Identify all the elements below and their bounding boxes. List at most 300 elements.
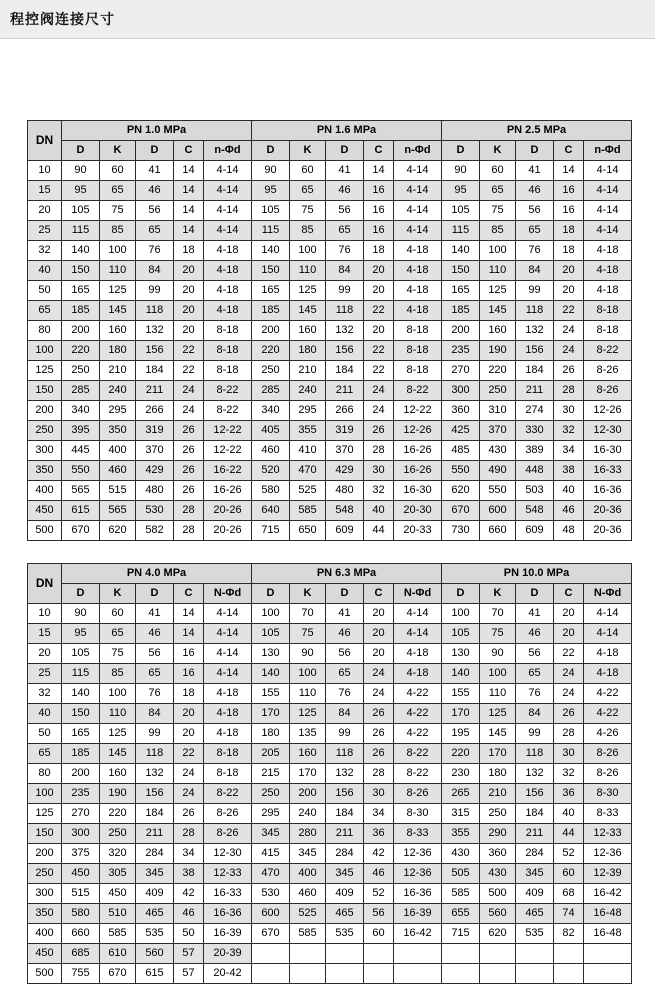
header-sub-d: D (62, 141, 100, 161)
cell-value: 190 (100, 784, 136, 804)
header-sub-k: K (100, 584, 136, 604)
cell-value: 105 (62, 201, 100, 221)
cell-value: 4-14 (584, 604, 632, 624)
cell-value: 156 (326, 341, 364, 361)
cell-value: 4-14 (204, 201, 252, 221)
cell-value: 460 (252, 441, 290, 461)
cell-value: 38 (174, 864, 204, 884)
cell-value: 60 (100, 161, 136, 181)
cell-value: 14 (174, 624, 204, 644)
cell-dn: 20 (28, 201, 62, 221)
cell-value: 14 (174, 161, 204, 181)
cell-value: 75 (100, 201, 136, 221)
cell-value: 18 (174, 241, 204, 261)
header-sub-c: C (174, 584, 204, 604)
cell-value: 330 (516, 421, 554, 441)
cell-value: 240 (100, 381, 136, 401)
cell-value: 660 (480, 521, 516, 541)
header-sub-nd: n-Φd (204, 141, 252, 161)
cell-value: 16-33 (204, 884, 252, 904)
cell-value: 20-36 (584, 501, 632, 521)
cell-dn: 10 (28, 604, 62, 624)
cell-value: 16 (364, 201, 394, 221)
cell-value: 110 (100, 704, 136, 724)
cell-value: 445 (62, 441, 100, 461)
cell-value: 410 (290, 441, 326, 461)
cell-value: 370 (480, 421, 516, 441)
table-row (28, 624, 632, 644)
cell-value: 185 (252, 301, 290, 321)
header-group-pn63: PN 6.3 MPa (252, 564, 442, 584)
cell-value: 515 (100, 481, 136, 501)
cell-value: 99 (516, 281, 554, 301)
cell-value: 75 (480, 624, 516, 644)
cell-value: 16-22 (204, 461, 252, 481)
cell-value: 670 (100, 964, 136, 984)
cell-value: 20-33 (394, 521, 442, 541)
cell-value: 20 (554, 261, 584, 281)
header-sub-d2: D (326, 584, 364, 604)
cell-value: 16 (174, 644, 204, 664)
cell-value (290, 944, 326, 964)
header-sub-d2: D (136, 584, 174, 604)
cell-value: 16-48 (584, 904, 632, 924)
table-row (28, 744, 632, 764)
header-row-groups (28, 121, 632, 141)
cell-value: 211 (136, 824, 174, 844)
cell-value: 75 (100, 644, 136, 664)
cell-value: 345 (290, 844, 326, 864)
cell-value (516, 944, 554, 964)
cell-value: 16 (174, 664, 204, 684)
cell-value: 74 (554, 904, 584, 924)
cell-value: 370 (136, 441, 174, 461)
cell-value: 465 (136, 904, 174, 924)
cell-value: 22 (174, 341, 204, 361)
header-dn: DN (28, 121, 62, 161)
cell-value: 12-30 (204, 844, 252, 864)
cell-value: 16-42 (584, 884, 632, 904)
cell-value: 8-22 (204, 784, 252, 804)
cell-value: 180 (290, 341, 326, 361)
cell-value: 46 (136, 624, 174, 644)
table-row (28, 421, 632, 441)
cell-value: 8-18 (394, 361, 442, 381)
cell-value: 30 (364, 461, 394, 481)
cell-value: 389 (516, 441, 554, 461)
cell-value: 470 (252, 864, 290, 884)
cell-value: 115 (442, 221, 480, 241)
cell-value (554, 964, 584, 984)
cell-value: 585 (100, 924, 136, 944)
cell-dn: 250 (28, 421, 62, 441)
table-row (28, 161, 632, 181)
cell-value: 610 (100, 944, 136, 964)
cell-value: 65 (326, 221, 364, 241)
cell-value: 284 (516, 844, 554, 864)
cell-value: 135 (290, 724, 326, 744)
table-row (28, 521, 632, 541)
table-row (28, 241, 632, 261)
header-sub-nd: N-Φd (204, 584, 252, 604)
cell-value: 4-18 (584, 241, 632, 261)
cell-value: 125 (480, 281, 516, 301)
cell-dn: 80 (28, 764, 62, 784)
cell-value: 4-18 (394, 241, 442, 261)
cell-value: 16-42 (394, 924, 442, 944)
cell-value: 16-26 (204, 481, 252, 501)
cell-value: 84 (136, 261, 174, 281)
table-row (28, 884, 632, 904)
cell-value: 56 (516, 201, 554, 221)
cell-value: 46 (326, 624, 364, 644)
cell-value: 56 (136, 201, 174, 221)
cell-value: 28 (364, 764, 394, 784)
cell-value: 8-18 (204, 744, 252, 764)
table-row (28, 501, 632, 521)
cell-value: 395 (62, 421, 100, 441)
cell-value: 105 (252, 201, 290, 221)
cell-value: 156 (326, 784, 364, 804)
cell-value: 315 (442, 804, 480, 824)
cell-value: 220 (480, 361, 516, 381)
cell-value: 12-33 (204, 864, 252, 884)
cell-value: 266 (136, 401, 174, 421)
cell-value: 30 (554, 744, 584, 764)
cell-value: 270 (62, 804, 100, 824)
cell-value: 22 (554, 301, 584, 321)
cell-value: 295 (100, 401, 136, 421)
cell-value: 26 (174, 481, 204, 501)
cell-value: 26 (554, 704, 584, 724)
cell-value: 160 (290, 744, 326, 764)
cell-value: 184 (326, 361, 364, 381)
cell-value: 235 (442, 341, 480, 361)
cell-value: 165 (252, 281, 290, 301)
cell-value: 265 (442, 784, 480, 804)
cell-value: 90 (480, 644, 516, 664)
cell-value: 14 (174, 201, 204, 221)
cell-value: 580 (62, 904, 100, 924)
cell-value: 480 (136, 481, 174, 501)
cell-value: 220 (252, 341, 290, 361)
cell-value: 530 (136, 501, 174, 521)
header-sub-d2: D (326, 141, 364, 161)
cell-value (394, 944, 442, 964)
cell-value: 270 (442, 361, 480, 381)
cell-value: 430 (442, 844, 480, 864)
cell-dn: 350 (28, 461, 62, 481)
cell-value: 8-22 (204, 381, 252, 401)
cell-value (584, 944, 632, 964)
cell-value: 170 (290, 764, 326, 784)
cell-value: 26 (364, 724, 394, 744)
cell-value: 4-18 (204, 684, 252, 704)
cell-value: 4-18 (394, 281, 442, 301)
cell-value: 34 (554, 441, 584, 461)
cell-value: 125 (290, 704, 326, 724)
cell-value: 200 (252, 321, 290, 341)
cell-value: 211 (136, 381, 174, 401)
cell-value: 100 (100, 684, 136, 704)
cell-value: 240 (290, 804, 326, 824)
cell-value: 145 (480, 724, 516, 744)
cell-value (364, 964, 394, 984)
cell-value: 22 (364, 361, 394, 381)
cell-value: 4-18 (584, 261, 632, 281)
cell-value (480, 964, 516, 984)
cell-value: 24 (364, 664, 394, 684)
header-sub-nd: N-Φd (584, 584, 632, 604)
cell-value: 14 (174, 221, 204, 241)
cell-value: 41 (136, 161, 174, 181)
cell-value: 16 (364, 221, 394, 241)
cell-value: 140 (252, 664, 290, 684)
cell-value: 448 (516, 461, 554, 481)
cell-value: 4-14 (204, 624, 252, 644)
cell-value: 409 (516, 884, 554, 904)
cell-dn: 20 (28, 644, 62, 664)
cell-value: 4-14 (394, 201, 442, 221)
cell-value: 525 (290, 481, 326, 501)
cell-value: 20 (364, 644, 394, 664)
cell-value: 42 (174, 884, 204, 904)
cell-value: 22 (174, 361, 204, 381)
cell-value: 340 (252, 401, 290, 421)
cell-value: 285 (252, 381, 290, 401)
cell-value: 211 (326, 824, 364, 844)
cell-value (442, 964, 480, 984)
cell-value: 180 (100, 341, 136, 361)
header-group-pn16: PN 1.6 MPa (252, 121, 442, 141)
cell-value: 250 (480, 804, 516, 824)
table-row (28, 301, 632, 321)
cell-value: 65 (516, 664, 554, 684)
cell-value: 65 (136, 664, 174, 684)
cell-dn: 500 (28, 964, 62, 984)
cell-value: 180 (252, 724, 290, 744)
cell-value: 36 (364, 824, 394, 844)
cell-value: 565 (100, 501, 136, 521)
cell-value: 4-14 (584, 624, 632, 644)
cell-value: 4-14 (584, 201, 632, 221)
cell-value: 14 (174, 181, 204, 201)
cell-value: 184 (136, 361, 174, 381)
cell-value: 319 (326, 421, 364, 441)
cell-value: 655 (442, 904, 480, 924)
cell-value: 4-14 (204, 181, 252, 201)
spec-table-lower (27, 563, 632, 984)
cell-value: 26 (174, 441, 204, 461)
cell-dn: 350 (28, 904, 62, 924)
cell-value: 8-18 (394, 341, 442, 361)
cell-value: 156 (136, 784, 174, 804)
cell-value: 8-22 (584, 341, 632, 361)
cell-value: 4-18 (204, 261, 252, 281)
cell-value: 8-22 (394, 764, 442, 784)
cell-value: 85 (100, 664, 136, 684)
cell-value: 4-14 (584, 221, 632, 241)
cell-dn: 65 (28, 744, 62, 764)
cell-value: 12-36 (394, 844, 442, 864)
cell-value: 22 (364, 341, 394, 361)
cell-value: 480 (326, 481, 364, 501)
cell-value: 34 (364, 804, 394, 824)
cell-value: 755 (62, 964, 100, 984)
table-row (28, 481, 632, 501)
cell-value: 16 (554, 201, 584, 221)
cell-value: 85 (480, 221, 516, 241)
cell-value: 132 (136, 321, 174, 341)
cell-value: 4-18 (394, 644, 442, 664)
cell-value: 8-22 (204, 401, 252, 421)
cell-value: 110 (290, 261, 326, 281)
cell-value: 68 (554, 884, 584, 904)
cell-dn: 32 (28, 684, 62, 704)
cell-value: 34 (174, 844, 204, 864)
table-row (28, 321, 632, 341)
cell-value: 12-39 (584, 864, 632, 884)
cell-value: 16-30 (584, 441, 632, 461)
cell-value: 550 (442, 461, 480, 481)
cell-value: 16-26 (394, 461, 442, 481)
cell-value: 44 (364, 521, 394, 541)
cell-value: 20 (554, 604, 584, 624)
cell-value: 345 (136, 864, 174, 884)
cell-value: 70 (480, 604, 516, 624)
cell-value: 24 (554, 684, 584, 704)
cell-value: 8-22 (394, 744, 442, 764)
cell-value: 118 (516, 301, 554, 321)
cell-value: 8-18 (204, 321, 252, 341)
cell-value: 12-36 (584, 844, 632, 864)
cell-value: 16-36 (204, 904, 252, 924)
cell-value: 132 (326, 764, 364, 784)
cell-value: 505 (442, 864, 480, 884)
table-row (28, 824, 632, 844)
cell-value: 125 (290, 281, 326, 301)
table-row (28, 604, 632, 624)
cell-value: 65 (100, 181, 136, 201)
cell-value: 4-14 (584, 181, 632, 201)
cell-value: 118 (326, 301, 364, 321)
cell-value: 140 (62, 241, 100, 261)
cell-value: 180 (480, 764, 516, 784)
cell-value: 16-39 (204, 924, 252, 944)
cell-value: 99 (136, 281, 174, 301)
cell-value: 24 (364, 401, 394, 421)
header-sub-d: D (62, 584, 100, 604)
cell-value: 8-30 (584, 784, 632, 804)
cell-value: 56 (516, 644, 554, 664)
cell-dn: 25 (28, 664, 62, 684)
cell-value: 250 (480, 381, 516, 401)
cell-value: 24 (174, 381, 204, 401)
cell-value: 12-36 (394, 864, 442, 884)
cell-value: 150 (62, 261, 100, 281)
cell-value: 125 (100, 724, 136, 744)
cell-value: 8-26 (204, 804, 252, 824)
cell-value: 46 (326, 181, 364, 201)
cell-value: 670 (62, 521, 100, 541)
spec-table-upper (27, 120, 632, 541)
cell-value: 99 (136, 724, 174, 744)
cell-value: 100 (290, 241, 326, 261)
cell-value: 56 (136, 644, 174, 664)
cell-value: 100 (480, 664, 516, 684)
cell-value: 84 (516, 261, 554, 281)
cell-value: 28 (174, 824, 204, 844)
cell-value: 20 (364, 321, 394, 341)
cell-value: 415 (252, 844, 290, 864)
cell-value: 26 (364, 421, 394, 441)
cell-value: 715 (442, 924, 480, 944)
header-sub-k: K (100, 141, 136, 161)
cell-value: 16-36 (394, 884, 442, 904)
cell-value: 274 (516, 401, 554, 421)
cell-value: 46 (364, 864, 394, 884)
cell-value: 200 (442, 321, 480, 341)
cell-value: 250 (100, 824, 136, 844)
cell-value: 4-14 (394, 604, 442, 624)
header-sub-d: D (442, 584, 480, 604)
cell-value: 70 (290, 604, 326, 624)
cell-value: 46 (174, 904, 204, 924)
table-head (28, 121, 632, 161)
cell-value: 145 (100, 301, 136, 321)
cell-value: 18 (174, 684, 204, 704)
cell-value: 140 (252, 241, 290, 261)
cell-value: 105 (252, 624, 290, 644)
cell-value: 18 (554, 241, 584, 261)
cell-value: 510 (100, 904, 136, 924)
cell-value: 20 (364, 624, 394, 644)
cell-value: 205 (252, 744, 290, 764)
cell-value: 65 (290, 181, 326, 201)
cell-value: 75 (290, 624, 326, 644)
cell-value: 46 (516, 181, 554, 201)
cell-value: 8-26 (584, 361, 632, 381)
cell-value: 28 (554, 381, 584, 401)
cell-value: 548 (326, 501, 364, 521)
cell-value: 130 (252, 644, 290, 664)
header-sub-d: D (442, 141, 480, 161)
table-row (28, 724, 632, 744)
cell-value: 46 (516, 624, 554, 644)
cell-value: 44 (554, 824, 584, 844)
table-row (28, 644, 632, 664)
table-row (28, 341, 632, 361)
cell-dn: 40 (28, 261, 62, 281)
cell-value: 520 (252, 461, 290, 481)
cell-value: 105 (442, 201, 480, 221)
cell-value: 8-33 (584, 804, 632, 824)
cell-value: 211 (326, 381, 364, 401)
cell-value: 20-36 (584, 521, 632, 541)
cell-value: 65 (136, 221, 174, 241)
cell-value: 56 (364, 904, 394, 924)
cell-value: 50 (174, 924, 204, 944)
header-sub-k: K (290, 141, 326, 161)
cell-value: 4-18 (584, 281, 632, 301)
cell-value: 4-22 (584, 684, 632, 704)
cell-value: 425 (442, 421, 480, 441)
cell-value: 76 (516, 241, 554, 261)
cell-dn: 450 (28, 944, 62, 964)
cell-value: 95 (62, 624, 100, 644)
cell-value: 184 (516, 361, 554, 381)
cell-value: 165 (62, 724, 100, 744)
